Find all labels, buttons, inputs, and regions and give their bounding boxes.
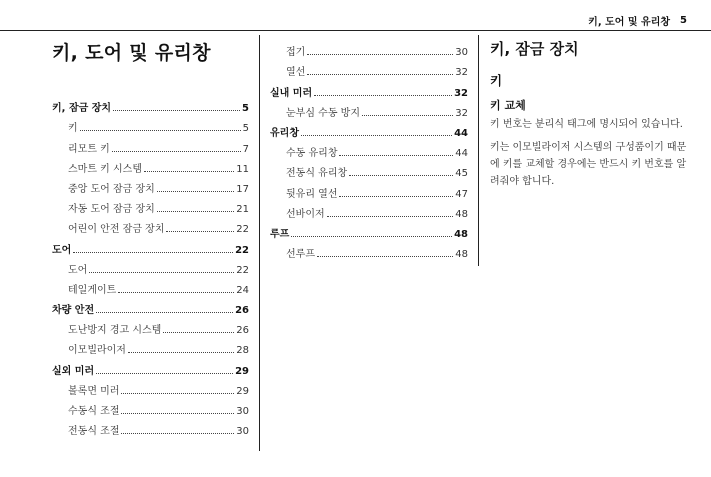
toc-entry-label: 실내 미러 xyxy=(270,87,313,99)
toc-entry-label: 수동 유리창 xyxy=(286,148,338,160)
toc-section-entry[interactable] xyxy=(270,78,468,98)
toc-entry-label: 선바이저 xyxy=(286,208,325,220)
toc-leader-dots xyxy=(301,135,452,136)
table-of-contents-column-1 xyxy=(52,94,249,437)
section-content xyxy=(490,38,695,196)
toc-entry-label: 전동식 유리창 xyxy=(286,168,348,180)
toc-entry[interactable] xyxy=(270,58,468,78)
toc-entry[interactable] xyxy=(270,240,468,260)
toc-leader-dots xyxy=(96,312,233,313)
toc-entry-page: 24 xyxy=(236,284,249,296)
toc-entry[interactable] xyxy=(270,179,468,199)
toc-entry[interactable] xyxy=(270,200,468,220)
toc-leader-dots xyxy=(144,171,234,172)
toc-section-entry[interactable] xyxy=(270,119,468,139)
toc-entry-label: 실외 미러 xyxy=(52,365,95,377)
toc-entry-page: 22 xyxy=(235,244,249,256)
toc-entry-page: 44 xyxy=(454,127,468,139)
toc-entry-label: 유리창 xyxy=(270,127,299,139)
header-title: 키, 도어 및 유리창 xyxy=(588,16,671,28)
toc-entry-page: 32 xyxy=(455,107,468,119)
toc-section-entry[interactable] xyxy=(52,356,249,376)
column-divider-1 xyxy=(259,35,260,451)
column-divider-2 xyxy=(478,35,479,266)
toc-entry-page: 48 xyxy=(455,208,468,220)
toc-entry-page: 44 xyxy=(455,148,468,160)
page-number: 5 xyxy=(680,14,687,26)
toc-entry[interactable] xyxy=(52,195,249,215)
toc-entry-label: 자동 도어 잠금 장치 xyxy=(68,204,155,216)
toc-entry-label: 리모트 키 xyxy=(68,143,110,155)
toc-entry-page: 22 xyxy=(236,224,249,236)
toc-entry-label: 테일게이트 xyxy=(68,284,117,296)
toc-entry-page: 11 xyxy=(236,163,249,175)
toc-leader-dots xyxy=(314,95,452,96)
toc-leader-dots xyxy=(121,393,234,394)
toc-entry-label: 도어 xyxy=(68,264,88,276)
toc-leader-dots xyxy=(121,413,234,414)
section-subtitle: 키 xyxy=(490,73,503,88)
toc-leader-dots xyxy=(89,272,234,273)
toc-section-entry[interactable] xyxy=(52,235,249,255)
section-subsubtitle: 키 교체 xyxy=(490,99,526,112)
toc-entry[interactable] xyxy=(270,139,468,159)
toc-entry[interactable] xyxy=(52,175,249,195)
toc-entry-page: 22 xyxy=(236,264,249,276)
toc-leader-dots xyxy=(121,433,234,434)
toc-entry-label: 키, 잠금 장치 xyxy=(52,103,112,115)
toc-entry-label: 도어 xyxy=(52,244,72,256)
toc-entry-page: 48 xyxy=(454,228,468,240)
toc-entry[interactable] xyxy=(52,155,249,175)
toc-entry-page: 47 xyxy=(455,188,468,200)
toc-entry-page: 21 xyxy=(236,204,249,216)
toc-entry[interactable] xyxy=(270,159,468,179)
toc-entry-label: 눈부심 수동 방지 xyxy=(286,107,360,119)
toc-entry[interactable] xyxy=(52,397,249,417)
toc-entry-label: 차량 안전 xyxy=(52,305,95,317)
toc-entry-page: 17 xyxy=(236,183,249,195)
toc-entry-page: 30 xyxy=(236,426,249,438)
toc-entry[interactable] xyxy=(52,417,249,437)
toc-entry-label: 전동식 조절 xyxy=(68,426,120,438)
toc-leader-dots xyxy=(362,115,453,116)
toc-entry[interactable] xyxy=(270,38,468,58)
section-title: 키, 잠금 장치 xyxy=(490,40,579,58)
toc-leader-dots xyxy=(112,151,241,152)
table-of-contents-column-2 xyxy=(270,38,468,260)
toc-entry-label: 스마트 키 시스템 xyxy=(68,163,142,175)
toc-entry-page: 45 xyxy=(455,168,468,180)
toc-entry-page: 32 xyxy=(454,87,468,99)
toc-entry-label: 도난방지 경고 시스템 xyxy=(68,325,162,337)
toc-entry-label: 루프 xyxy=(270,228,290,240)
toc-entry[interactable] xyxy=(52,134,249,154)
toc-section-entry[interactable] xyxy=(52,296,249,316)
toc-leader-dots xyxy=(349,175,453,176)
toc-entry[interactable] xyxy=(52,336,249,356)
toc-leader-dots xyxy=(317,256,453,257)
toc-entry-page: 5 xyxy=(242,103,249,115)
toc-entry-label: 중앙 도어 잠금 장치 xyxy=(68,183,155,195)
toc-leader-dots xyxy=(339,155,453,156)
toc-entry-label: 접기 xyxy=(286,47,306,59)
toc-leader-dots xyxy=(307,74,453,75)
toc-entry-label: 선루프 xyxy=(286,249,315,261)
toc-entry-page: 30 xyxy=(455,47,468,59)
chapter-title: 키, 도어 및 유리창 xyxy=(52,42,211,64)
toc-entry-page: 29 xyxy=(235,365,249,377)
toc-entry-label: 어린이 안전 잠금 장치 xyxy=(68,224,165,236)
toc-entry-page: 28 xyxy=(236,345,249,357)
toc-entry-page: 29 xyxy=(236,385,249,397)
toc-entry-page: 30 xyxy=(236,406,249,417)
toc-section-entry[interactable] xyxy=(270,220,468,240)
toc-entry-label: 이모빌라이저 xyxy=(68,345,126,357)
toc-entry[interactable] xyxy=(270,99,468,119)
toc-entry[interactable] xyxy=(52,215,249,235)
toc-entry-page: 26 xyxy=(236,325,249,337)
toc-leader-dots xyxy=(128,352,234,353)
toc-entry-page: 26 xyxy=(235,305,249,317)
toc-leader-dots xyxy=(339,196,453,197)
toc-entry[interactable] xyxy=(52,256,249,276)
toc-leader-dots xyxy=(307,54,453,55)
toc-leader-dots xyxy=(166,231,234,232)
toc-entry-label: 수동식 조절 xyxy=(68,406,120,417)
toc-leader-dots xyxy=(118,292,234,293)
toc-entry-page: 32 xyxy=(455,67,468,79)
toc-entry[interactable] xyxy=(52,316,249,336)
toc-entry-page: 5 xyxy=(242,123,249,135)
toc-leader-dots xyxy=(80,130,241,131)
toc-leader-dots xyxy=(73,252,233,253)
toc-leader-dots xyxy=(113,110,240,111)
toc-entry-label: 뒷유리 열선 xyxy=(286,188,338,200)
toc-entry[interactable] xyxy=(52,377,249,397)
toc-section-entry[interactable] xyxy=(52,94,249,114)
toc-entry-label: 키 xyxy=(68,123,78,135)
running-header xyxy=(588,10,687,30)
toc-entry-page: 7 xyxy=(242,143,249,155)
toc-leader-dots xyxy=(96,373,233,374)
toc-entry[interactable] xyxy=(52,114,249,134)
toc-leader-dots xyxy=(157,211,234,212)
toc-entry-page: 48 xyxy=(455,249,468,261)
paragraph: 키 번호는 분리식 태그에 명시되어 있습니다. xyxy=(490,119,683,130)
toc-leader-dots xyxy=(157,191,234,192)
toc-leader-dots xyxy=(327,216,454,217)
toc-leader-dots xyxy=(291,236,452,237)
toc-leader-dots xyxy=(163,332,234,333)
toc-entry-label: 볼록면 미러 xyxy=(68,385,120,397)
header-rule xyxy=(0,30,711,31)
toc-entry-label: 열선 xyxy=(286,67,306,79)
paragraph: 키는 이모빌라이저 시스템의 구성품이기 때문에 키를 교체할 경우에는 반드시 키 번호를 알려줘야 합니다. xyxy=(490,142,687,187)
toc-entry[interactable] xyxy=(52,276,249,296)
